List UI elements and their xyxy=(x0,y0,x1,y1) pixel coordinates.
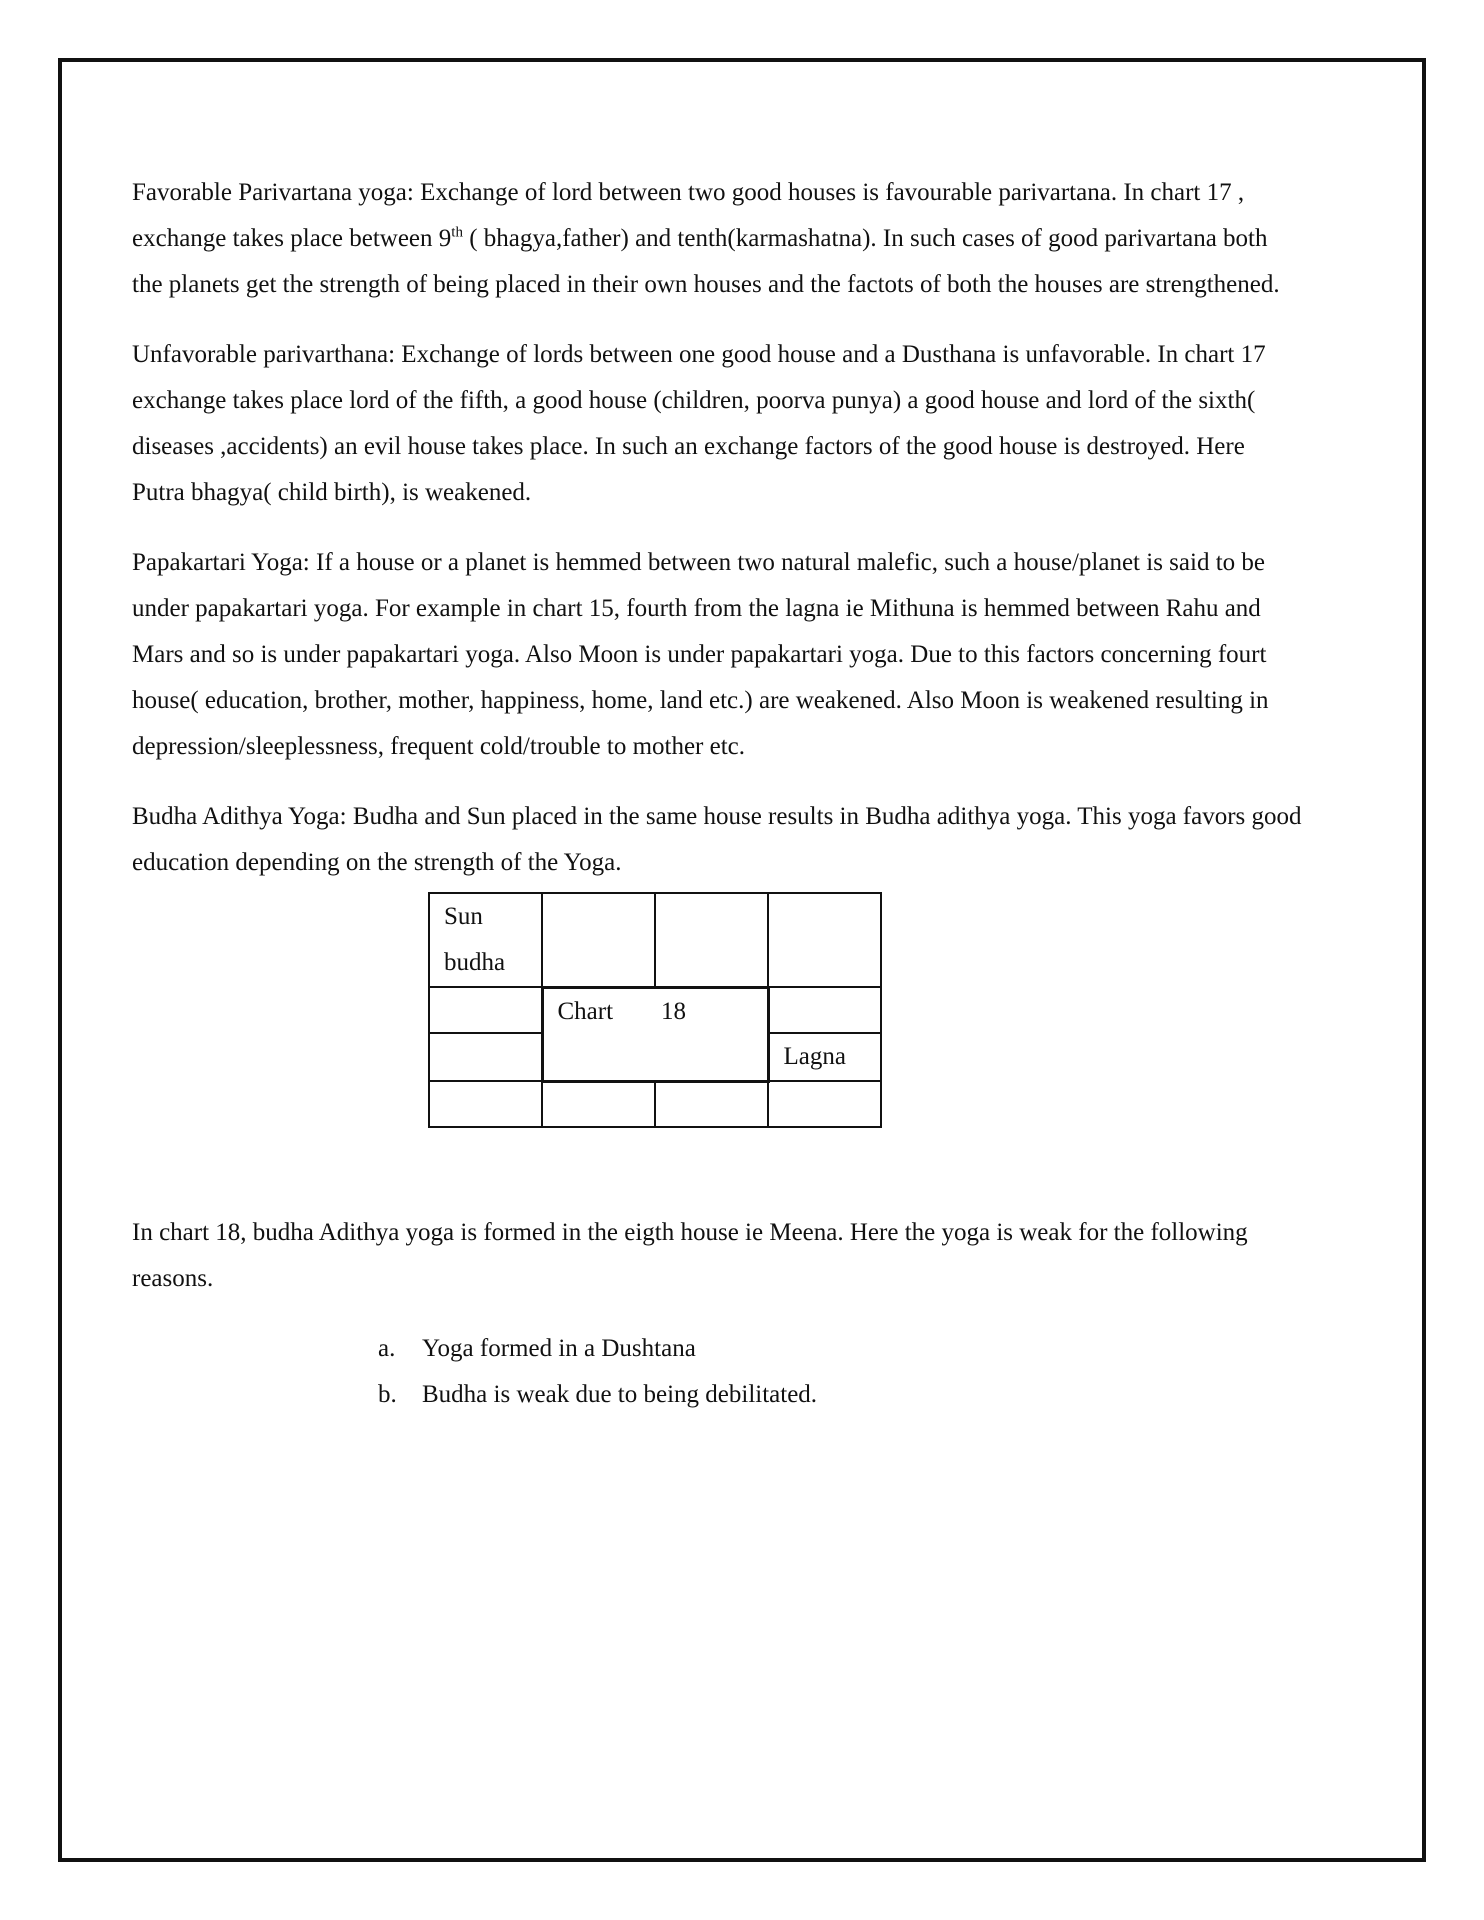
list-marker: a. xyxy=(378,1335,396,1362)
house-cell xyxy=(542,1081,655,1127)
paragraph-budha-adithya-yoga: Budha Adithya Yoga: Budha and Sun placed in the same house results in Budha adithya yoga. This yoga favors good education depending on the strength of the Yoga. xyxy=(132,803,1302,876)
house-cell-lagna xyxy=(768,1033,881,1081)
house-cell xyxy=(429,987,542,1033)
planet-sun-label: Sun xyxy=(444,903,483,930)
house-cell xyxy=(768,893,881,987)
list-marker: b. xyxy=(378,1381,397,1408)
house-cell xyxy=(429,1081,542,1127)
paragraph-unfavorable-parivarthana: Unfavorable parivarthana: Exchange of lords between one good house and a Dusthana is unfavorable. In chart 17 exchange takes place lord of the fifth, a good house (children, poorva punya) a good house and lord of the sixth( diseases ,accidents) an evil house takes place. In such an exchange factors of the good house is destroyed. Here Putra bhagya( child birth), is weakened. xyxy=(132,341,1266,506)
horoscope-grid xyxy=(428,892,882,1128)
paragraph-papakartari-yoga: Papakartari Yoga: If a house or a planet is hemmed between two natural malefic, such a house/planet is said to be under papakartari yoga. For example in chart 15, fourth from the lagna ie Mithuna is hemmed between Rahu and Mars and so is under papakartari yoga. Also Moon is under papakartari yoga. Due to this factors concerning fourt house( education, brother, mother, happiness, home, land etc.) are weakened. Also Moon is weakened resulting in depression/sleeplessness, frequent cold/trouble to mother etc. xyxy=(132,549,1269,760)
house-cell xyxy=(542,893,655,987)
paragraph-chart-18-explanation: In chart 18, budha Adithya yoga is formed in the eigth house ie Meena. Here the yoga is weak for the following reasons. xyxy=(132,1219,1248,1292)
document-body xyxy=(132,170,1302,1418)
planet-budha-label: budha xyxy=(444,949,506,976)
paragraph-text: ( bhagya,father) and tenth(karmashatna). In such cases of good parivartana both the planets get the strength of being placed in their own houses and the factots of both the houses are strengthened. xyxy=(132,225,1280,298)
reasons-list xyxy=(378,1326,1484,1418)
chart-title-label: Chart xyxy=(557,997,614,1025)
chart-center-title xyxy=(542,987,768,1081)
list-item-text: Budha is weak due to being debilitated. xyxy=(422,1381,818,1408)
chart-title-number: 18 xyxy=(661,997,687,1025)
paragraph-text: Favorable Parivartana yoga: Exchange of lord between two good houses is favourable parivartana. In chart 17 , exchange takes place between 9 xyxy=(132,179,1245,252)
chart-18-diagram xyxy=(132,886,1302,1166)
lagna-label: Lagna xyxy=(783,1043,846,1070)
house-cell-pisces xyxy=(429,893,542,987)
list-item xyxy=(378,1372,1484,1418)
list-item-text: Yoga formed in a Dushtana xyxy=(422,1335,696,1362)
paragraph-favorable-parivartana xyxy=(132,170,1302,308)
house-cell xyxy=(768,1081,881,1127)
list-item xyxy=(378,1326,1484,1372)
superscript: th xyxy=(451,224,463,241)
house-cell xyxy=(768,987,881,1033)
house-cell xyxy=(655,1081,768,1127)
house-cell xyxy=(429,1033,542,1081)
house-cell xyxy=(655,893,768,987)
